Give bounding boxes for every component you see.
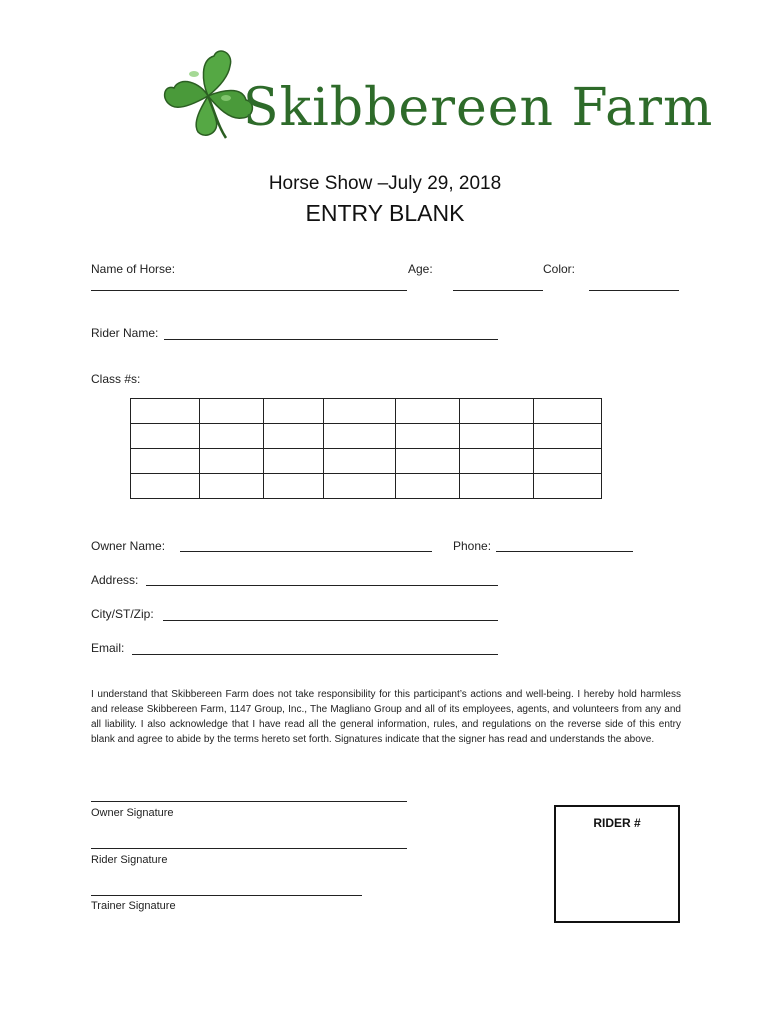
rider-number-label: RIDER # xyxy=(593,816,641,830)
rider-signature-label: Rider Signature xyxy=(91,854,168,866)
table-row xyxy=(131,424,602,449)
address-field[interactable] xyxy=(146,585,498,586)
show-title: Horse Show –July 29, 2018 xyxy=(268,173,502,194)
email-label: Email: xyxy=(91,641,125,655)
class-cell[interactable] xyxy=(200,424,264,449)
horse-name-field[interactable] xyxy=(91,290,407,291)
class-cell[interactable] xyxy=(200,474,264,499)
phone-label: Phone: xyxy=(453,539,492,553)
trainer-signature-line[interactable] xyxy=(91,895,362,896)
owner-name-label: Owner Name: xyxy=(91,539,166,553)
class-cell[interactable] xyxy=(264,424,324,449)
rider-number-box[interactable] xyxy=(554,805,680,923)
class-cell[interactable] xyxy=(534,424,602,449)
class-cell[interactable] xyxy=(534,399,602,424)
class-cell[interactable] xyxy=(264,474,324,499)
class-cell[interactable] xyxy=(396,399,460,424)
farm-name: Skibbereen Farm xyxy=(243,78,714,138)
city-field[interactable] xyxy=(163,620,498,621)
class-cell[interactable] xyxy=(396,474,460,499)
address-label: Address: xyxy=(91,573,139,587)
color-field[interactable] xyxy=(589,290,679,291)
class-cell[interactable] xyxy=(324,474,396,499)
owner-name-field[interactable] xyxy=(180,551,432,552)
class-cell[interactable] xyxy=(396,449,460,474)
class-cell[interactable] xyxy=(131,399,200,424)
class-cell[interactable] xyxy=(131,474,200,499)
table-row xyxy=(131,399,602,424)
class-cell[interactable] xyxy=(131,424,200,449)
class-cell[interactable] xyxy=(324,449,396,474)
class-cell[interactable] xyxy=(534,449,602,474)
city-label: City/ST/Zip: xyxy=(91,607,154,621)
class-cell[interactable] xyxy=(131,449,200,474)
class-cell[interactable] xyxy=(200,449,264,474)
table-row xyxy=(131,449,602,474)
age-field[interactable] xyxy=(453,290,543,291)
phone-field[interactable] xyxy=(496,551,633,552)
rider-name-field[interactable] xyxy=(164,339,498,340)
class-cell[interactable] xyxy=(264,399,324,424)
class-cell[interactable] xyxy=(460,424,534,449)
table-row xyxy=(131,474,602,499)
owner-signature-label: Owner Signature xyxy=(91,807,174,819)
classes-label: Class #s: xyxy=(91,372,141,386)
rider-signature-line[interactable] xyxy=(91,848,407,849)
class-cell[interactable] xyxy=(264,449,324,474)
class-cell[interactable] xyxy=(324,399,396,424)
age-label: Age: xyxy=(408,262,433,276)
form-title: ENTRY BLANK xyxy=(305,200,465,226)
rider-name-label: Rider Name: xyxy=(91,326,159,340)
class-cell[interactable] xyxy=(460,399,534,424)
email-field[interactable] xyxy=(132,654,498,655)
class-cell[interactable] xyxy=(396,424,460,449)
trainer-signature-label: Trainer Signature xyxy=(91,900,176,912)
owner-signature-line[interactable] xyxy=(91,801,407,802)
color-label: Color: xyxy=(543,262,576,276)
class-cell[interactable] xyxy=(460,474,534,499)
class-cell[interactable] xyxy=(324,424,396,449)
class-cell[interactable] xyxy=(534,474,602,499)
class-cell[interactable] xyxy=(460,449,534,474)
class-cell[interactable] xyxy=(200,399,264,424)
horse-name-label: Name of Horse: xyxy=(91,262,176,276)
class-table xyxy=(130,398,602,499)
liability-disclaimer: I understand that Skibbereen Farm does not take responsibility for this participant’s actions and well-being. I hereby hold harmless and release Skibbereen Farm, 1147 Group, Inc., The Magliano Group and all of its employees, agents, and volunteers from any and all liability. I also acknowledge that I have read all the general information, rules, and regulations on the reverse side of this entry blank and agree to abide by the terms hereto set forth. Signatures indicate that the signer has read and understands the above. xyxy=(91,689,681,745)
